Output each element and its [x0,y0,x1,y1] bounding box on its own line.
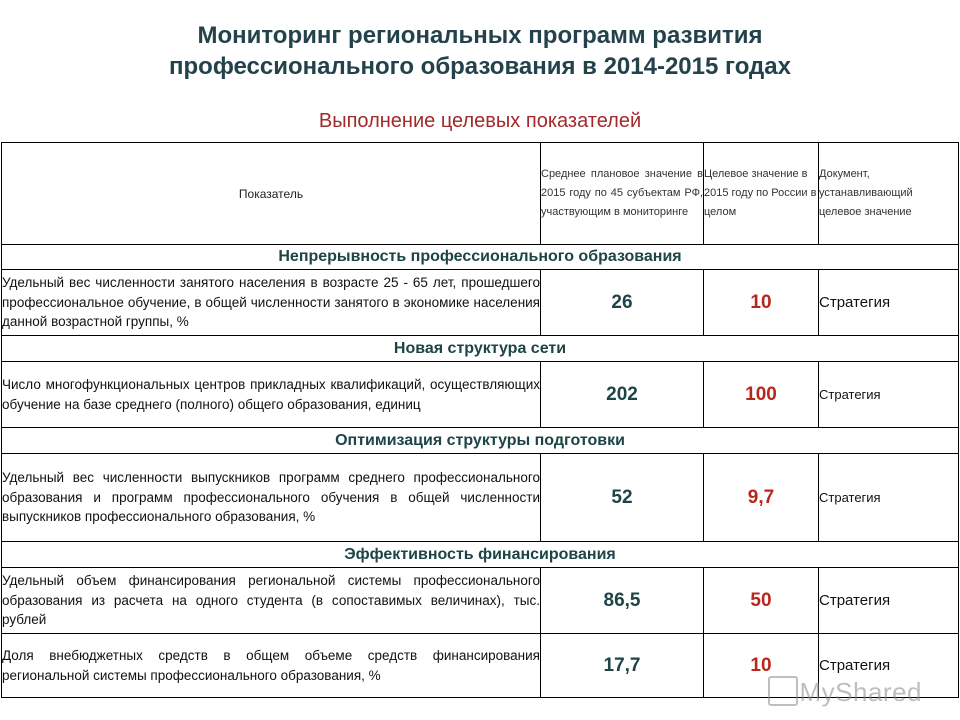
section-row [2,336,959,362]
document-cell: Стратегия [819,362,959,428]
page-title [0,20,960,82]
document-cell: Стратегия [819,568,959,634]
title-line-1: Мониторинг региональных программ развития [197,22,763,49]
indicator-cell: Удельный вес численности выпускников программ среднего профессионального образования и программ профессионального обучения в общей численности выпускников профессионального образования, % [2,454,541,542]
title-line-2: профессионального образования в 2014-2015 годах [169,53,791,80]
indicator-cell: Число многофункциональных центров прикладных квалификаций, осуществляющих обучение на базе среднего (полного) общего образования, единиц [2,362,541,428]
section-row [2,428,959,454]
document-cell: Стратегия [819,270,959,336]
indicator-cell: Удельный объем финансирования региональной системы профессионального образования из расчета на одного студента (в сопоставимых величинах), тыс. рублей [2,568,541,634]
section-row [2,542,959,568]
watermark-icon [768,676,798,706]
plan-value-cell: 202 [541,362,704,428]
target-value-cell: 100 [704,362,819,428]
col-header-document: Документ, устанавливающий целевое значение [819,143,959,245]
table-header-row [2,143,959,245]
watermark: MyShared [799,677,922,707]
section-title: Непрерывность профессионального образования [2,245,959,270]
col-header-target: Целевое значение в 2015 году по России в целом [704,143,819,245]
page-subtitle: Выполнение целевых показателей [318,110,642,132]
target-value-cell: 50 [704,568,819,634]
plan-value-cell: 17,7 [541,634,704,698]
col-header-indicator: Показатель [2,143,541,245]
indicators-table [1,142,959,698]
document-cell: Стратегия [819,634,959,698]
document-cell: Стратегия [819,454,959,542]
indicator-cell: Удельный вес численности занятого населения в возрасте 25 - 65 лет, прошедшего профессиональное обучение, в общей численности занятого в экономике населения данной возрастной группы, % [2,270,541,336]
target-value-cell: 10 [704,634,819,698]
section-title: Эффективность финансирования [2,542,959,568]
target-value-cell: 10 [704,270,819,336]
table-row [2,454,959,542]
section-row [2,245,959,270]
section-title: Оптимизация структуры подготовки [2,428,959,454]
col-header-plan: Среднее плановое значение в 2015 году по 45 субъектам РФ, участвующим в мониторинге [541,143,704,245]
plan-value-cell: 26 [541,270,704,336]
table-row [2,362,959,428]
plan-value-cell: 86,5 [541,568,704,634]
target-value-cell: 9,7 [704,454,819,542]
section-title: Новая структура сети [2,336,959,362]
plan-value-cell: 52 [541,454,704,542]
table-row [2,568,959,634]
table-row [2,270,959,336]
indicator-cell: Доля внебюджетных средств в общем объеме средств финансирования региональной системы профессионального образования, % [2,634,541,698]
